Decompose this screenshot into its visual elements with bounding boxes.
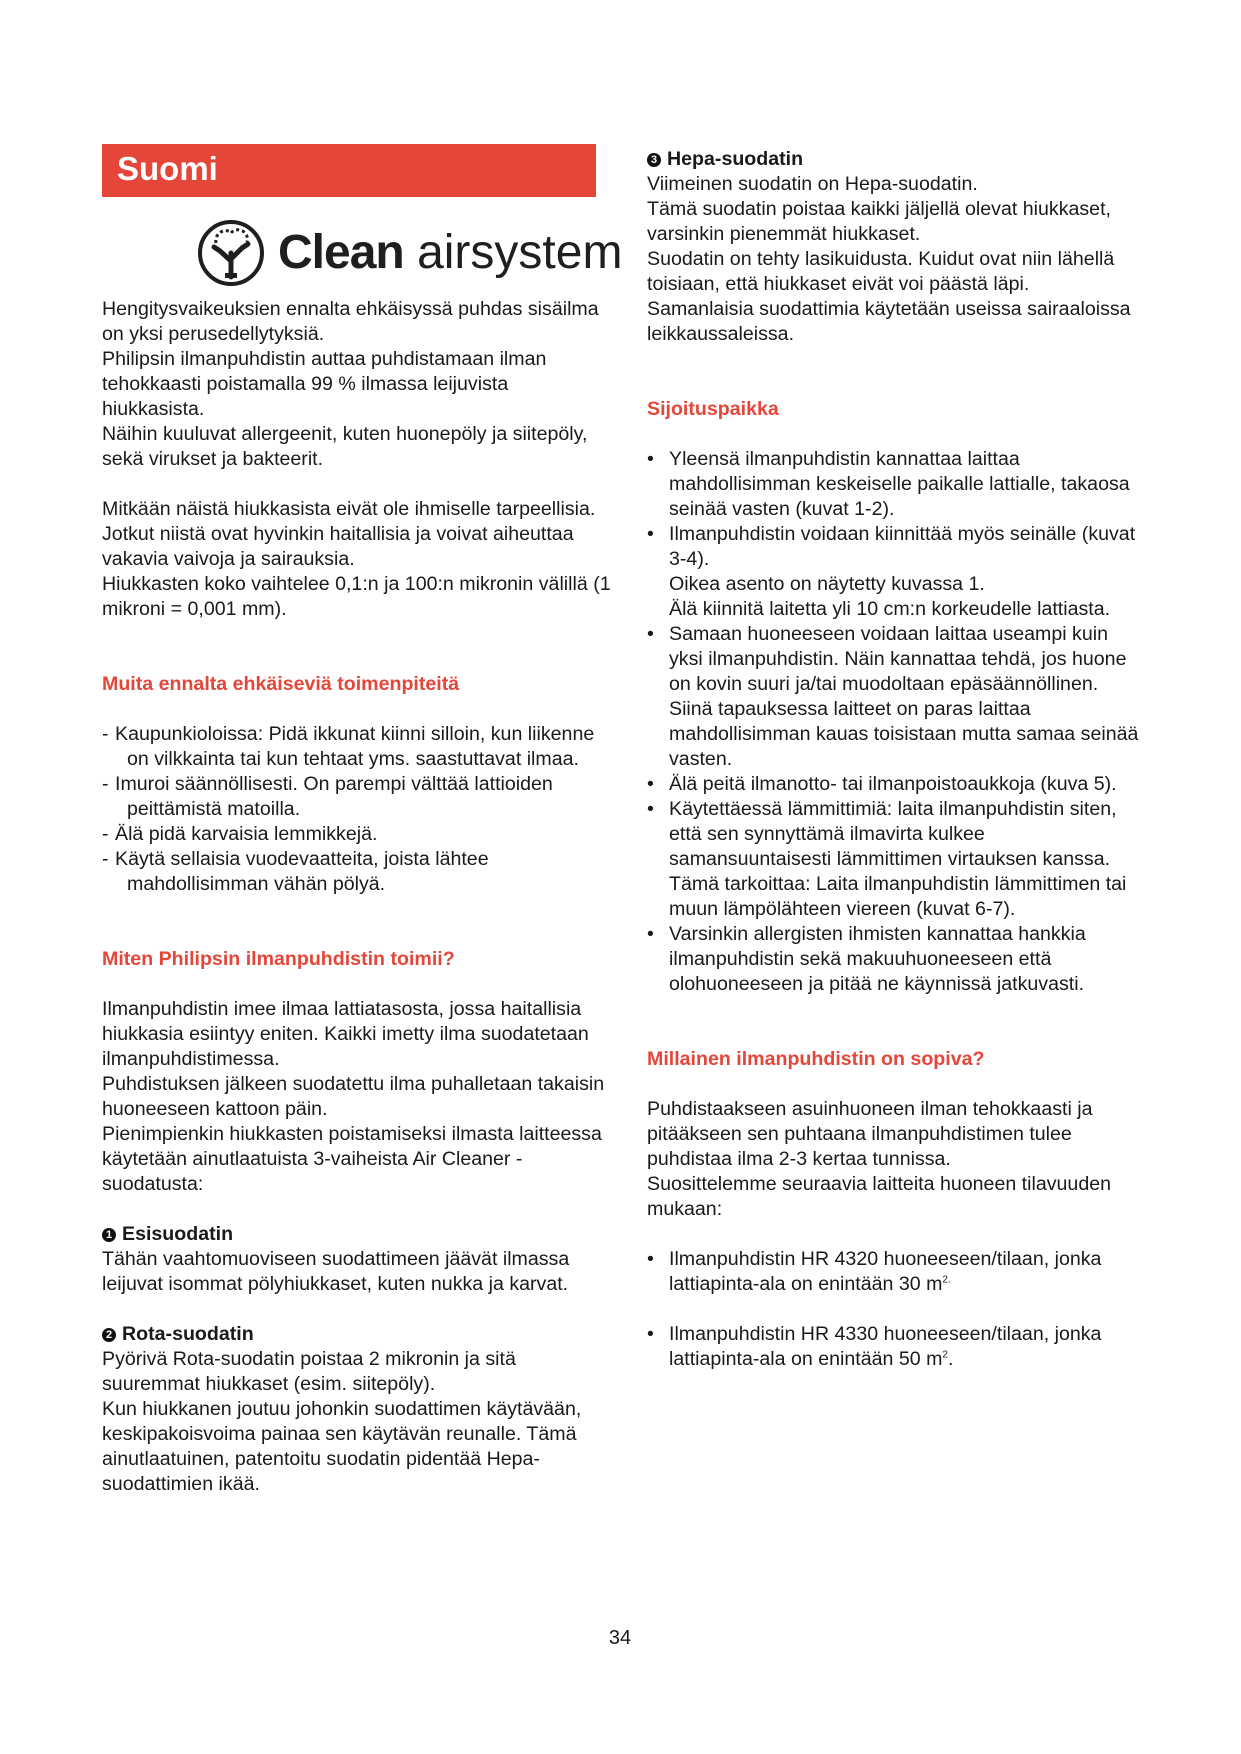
body-paragraph: Pienimpienkin hiukkasten poistamiseksi ilmasta laitteessa käytetään ainutlaatuista 3-vaiheista Air Cleaner -suodatusta: (102, 1123, 602, 1195)
filter-3-text: Viimeinen suodatin on Hepa-suodatin. (647, 173, 978, 195)
filter-3-text: Tämä suodatin poistaa kaikki jäljellä olevat hiukkaset, varsinkin pienemmät hiukkaset. (647, 198, 1111, 245)
list-item: • Ilmanpuhdistin HR 4330 huoneeseen/tilaan, jonka lattiapinta-ala on enintään 50 $m^2$. (647, 1323, 1102, 1370)
bullet-dot: • (647, 523, 654, 545)
filter-2-text: Kun hiukkanen joutuu johonkin suodattimen käytävään, keskipakoisvoima painaa sen käytävän reunalle. Tämä ainutlaatuinen, patentoitu suodatin pidentää Hepa-suodattimien ikää. (102, 1398, 582, 1495)
list-item: - Älä pidä karvaisia lemmikkejä. (102, 823, 378, 845)
list-item: • Ilmanpuhdistin HR 4320 huoneeseen/tilaan, jonka lattiapinta-ala on enintään 30 $m^{2.}$ (647, 1248, 1102, 1295)
bullet-dot: • (647, 1248, 654, 1270)
left-column (102, 297, 612, 1497)
bullet-dot: • (647, 923, 654, 945)
number-badge-icon: 2 (102, 1328, 116, 1342)
list-item: • Samaan huoneeseen voidaan laittaa useampi kuin yksi ilmanpuhdistin. Näin kannattaa tehdä, jos huone on kovin suuri ja/tai muodoltaan epäsäännöllinen. Siinä tapauksessa laitteet on paras laittaa mahdollisimman kauas toisistaan mutta samaa seinää vasten. (647, 623, 1139, 770)
list-item: • Ilmanpuhdistin voidaan kiinnittää myös seinälle (kuvat 3-4). Oikea asento on näytetty kuvassa 1. Älä kiinnitä laitetta yli 10 cm:n korkeudelle lattiasta. (647, 523, 1136, 620)
section-heading-placement: Sijoituspaikka (647, 398, 779, 420)
body-paragraph: Ilmanpuhdistin imee ilmaa lattiatasosta, jossa haitallisia hiukkasia esiintyy eniten. Kaikki imetty ilma suodatetaan ilmanpuhdistimessa. (102, 998, 589, 1070)
list-item: • Varsinkin allergisten ihmisten kannattaa hankkia ilmanpuhdistin sekä makuuhuoneeseen että olohuoneeseen ja pitää ne käynnissä jatkuvasti. (647, 923, 1086, 995)
section-heading-prevention: Muita ennalta ehkäiseviä toimenpiteitä (102, 673, 460, 695)
number-badge-icon: 1 (102, 1228, 116, 1242)
list-item: - Kaupunkioloissa: Pidä ikkunat kiinni silloin, kun liikenne on vilkkainta tai kun tehtaat yms. saastuttavat ilmaa. (102, 723, 595, 770)
body-paragraph: Puhdistaakseen asuinhuoneen ilman tehokkaasti ja pitääkseen sen puhtaana ilmanpuhdistimen tulee puhdistaa ilma 2-3 kertaa tunnissa. (647, 1098, 1093, 1170)
intro-paragraph: Mitkään näistä hiukkasista eivät ole ihmiselle tarpeellisia. (102, 498, 596, 520)
model-list (647, 1322, 1147, 1372)
list-item: - Imuroi säännöllisesti. On parempi välttää lattioiden peittämistä matoilla. (102, 773, 553, 820)
filter-1-text: Tähän vaahtomuoviseen suodattimeen jäävät ilmassa leijuvat isommat pölyhiukkaset, kuten nukka ja karvat. (102, 1248, 570, 1295)
filter-2-heading: 2 Rota-suodatin (102, 1322, 612, 1347)
filter-2-text: Pyörivä Rota-suodatin poistaa 2 mikronin ja sitä suuremmat hiukkaset (esim. siitepöly). (102, 1348, 516, 1395)
filter-3-text: Samanlaisia suodattimia käytetään useissa sairaaloissa leikkaussaleissa. (647, 298, 1131, 345)
section-heading-how-it-works: Miten Philipsin ilmanpuhdistin toimii? (102, 948, 455, 970)
language-title: Suomi (117, 150, 218, 187)
intro-paragraph: Hiukkasten koko vaihtelee 0,1:n ja 100:n mikronin välillä (1 mikroni = 0,001 mm). (102, 573, 611, 620)
filter-3-heading: 3 Hepa-suodatin (647, 147, 1147, 172)
tree-in-circle-icon (196, 217, 266, 289)
logo-brand-bold: Clean (278, 226, 404, 279)
filter-1-heading: 1 Esisuodatin (102, 1222, 612, 1247)
intro-paragraph: Näihin kuuluvat allergeenit, kuten huonepöly ja siitepöly, sekä virukset ja bakteerit. (102, 423, 588, 470)
placement-list (647, 447, 1147, 997)
body-paragraph: Suosittelemme seuraavia laitteita huoneen tilavuuden mukaan: (647, 1173, 1112, 1220)
language-banner (102, 144, 596, 197)
list-item: • Käytettäessä lämmittimiä: laita ilmanpuhdistin siten, että sen synnyttämä ilmavirta kulkee samansuuntaisesti lämmittimen virtauksen kanssa. Tämä tarkoittaa: Laita ilmanpuhdistin lämmittimen tai muun lämpölähteen viereen (kuvat 6-7). (647, 798, 1127, 920)
bullet-dot: • (647, 1323, 654, 1345)
clean-airsystem-logo (196, 217, 623, 289)
body-paragraph: Puhdistuksen jälkeen suodatettu ilma puhalletaan takaisin huoneeseen kattoon päin. (102, 1073, 605, 1120)
filter-3-text: Suodatin on tehty lasikuidusta. Kuidut ovat niin lähellä toisiaan, että hiukkaset eivät voi päästä läpi. (647, 248, 1115, 295)
intro-paragraph: Hengitysvaikeuksien ennalta ehkäisyssä puhdas sisäilma on yksi perusedellytyksiä. (102, 298, 599, 345)
number-badge-icon: 3 (647, 153, 661, 167)
right-column (647, 147, 1147, 1372)
section-heading-suitable: Millainen ilmanpuhdistin on sopiva? (647, 1048, 985, 1070)
bullet-dot: • (647, 448, 654, 470)
bullet-dot: • (647, 798, 654, 820)
list-item: • Yleensä ilmanpuhdistin kannattaa laittaa mahdollisimman keskeiselle paikalle lattialle, takaosa seinää vasten (kuvat 1-2). (647, 448, 1130, 520)
bullet-dot: • (647, 623, 654, 645)
list-item: - Käytä sellaisia vuodevaatteita, joista lähtee mahdollisimman vähän pölyä. (102, 848, 489, 895)
prevention-list (102, 722, 612, 897)
list-item: • Älä peitä ilmanotto- tai ilmanpoistoaukkoja (kuva 5). (647, 773, 1117, 795)
logo-brand-light: airsystem (417, 226, 623, 279)
model-list (647, 1247, 1147, 1297)
intro-paragraph: Philipsin ilmanpuhdistin auttaa puhdistamaan ilman tehokkaasti poistamalla 99 % ilmassa leijuvista hiukkasista. (102, 348, 547, 420)
bullet-dot: • (647, 773, 654, 795)
logo-wordmark (278, 227, 622, 279)
intro-paragraph: Jotkut niistä ovat hyvinkin haitallisia ja voivat aiheuttaa vakavia vaivoja ja sairauksia. (102, 523, 574, 570)
page-number: 34 (608, 1627, 632, 1649)
